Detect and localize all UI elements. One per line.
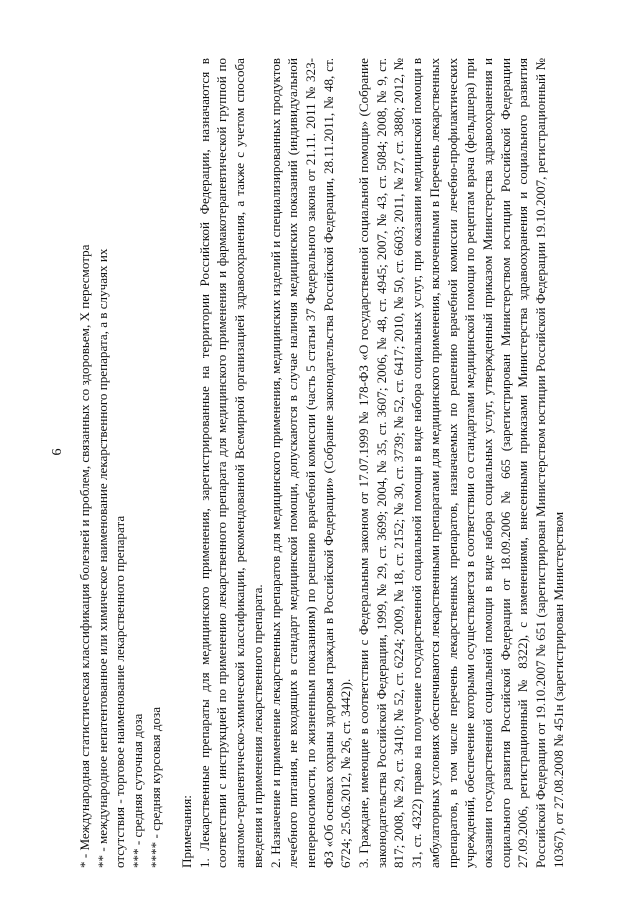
- footnotes: [76, 58, 165, 868]
- rotated-content: [76, 58, 636, 868]
- note-item-3: 3. Граждане, имеющие в соответствии с Федеральным законом от 17.07.1999 № 178-ФЗ «О государственной социальной помощи» (Собрание законодательства Российской Федерации, 1999, № 29, ст. 3699; 2004, № 35, ст. 3607; 2006, № 48, ст. 4945; 2007, № 43, ст. 5084; 2008, № 9, ст. 817; 2008, № 29, ст. 3410; № 52, ст. 6224; 2009, № 18, ст. 2152; № 30, ст. 3739; № 52, ст. 6417; 2010, № 50, ст. 6603; 2011, № 27, ст. 3880; 2012, № 31, ст. 4322) право на получение государственной социальной помощи в виде набора социальных услуг, при оказании медицинской помощи в амбулаторных условиях обеспечиваются лекарственными препаратами для медицинского применения, включенными в Перечень лекарственных препаратов, в том числе перечень лекарственных препаратов, назначаемых по решению врачебной комиссии лечебно-профилактических учреждений, обеспечение которыми осуществляется в соответствии со стандартами медицинской помощи по рецептам врача (фельдшера) при оказании государственной социальной помощи в виде набора социальных услуг, утвержденный приказом Министерства здравоохранения и социального развития Российской Федерации от 18.09.2006 № 665 (зарегистрирован Министерством юстиции Российской Федерации 27.09.2006, регистрационный № 8322), с изменениями, внесенными приказами Министерства здравоохранения и социального развития Российской Федерации от 19.10.2007 № 651 (зарегистрирован Министерством юстиции Российской Федерации 19.10.2007, регистрационный № 10367), от 27.08.2008 № 451н (зарегистрирован Министерством: [356, 58, 566, 868]
- notes-heading: Примечания:: [179, 795, 194, 868]
- footnote-inn: ** - международное непатентованное или химическое наименование лекарственного препарата, а в случаях их: [94, 248, 110, 868]
- note-item-2: 2. Назначение и применение лекарственных препаратов для медицинского применения, медицинских изделий и специализированных продуктов лечебного питания, не входящих в стандарт медицинской помощи, допускаются в случае наличия медицинских показаний (индивидуальной непереносимости, по жизненным показаниям) по решению врачебной комиссии (часть 5 статьи 37 Федерального закона от 21.11. 2011 № 323-ФЗ «Об основах охраны здоровья граждан в Российской Федерации» (Собрание законодательства Российской Федерации, 28.11.2011, № 48, ст. 6724; 25.06.2012, № 26, ст. 3442)).: [267, 58, 354, 868]
- page-number: 6: [50, 448, 65, 456]
- note-item-1: 1. Лекарственные препараты для медицинского применения, зарегистрированные на территории Российской Федерации, назначаются в соответствии с инструкцией по применению лекарственного препарата для медицинского применения и фармакотерапевтической группой по анатомо-терапевтическо-химической классификации, рекомендованной Всемирной организацией здравоохранения, а также с учетом способа введения и применения лекарственного препарата.: [196, 58, 265, 868]
- footnote-course-dose: **** - средняя курсовая доза: [147, 706, 163, 868]
- footnote-inn-continued: отсутствия - торговое наименование лекарственного препарата: [112, 515, 128, 868]
- footnote-icd: * - Международная статистическая классификация болезней и проблем, связанных со здоровьем, X пересмотра: [77, 244, 92, 868]
- footnote-daily-dose: *** - средняя суточная доза: [130, 713, 146, 868]
- notes-section: [178, 58, 567, 868]
